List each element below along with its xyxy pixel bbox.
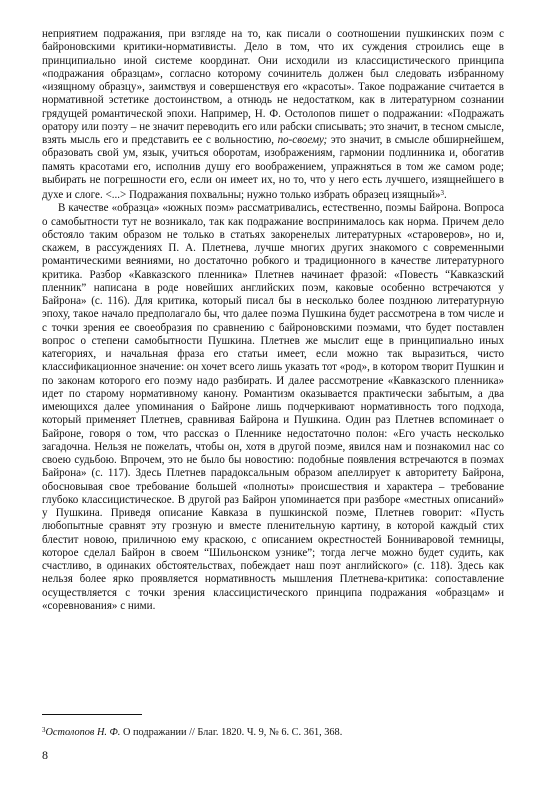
paragraph-1	[42, 28, 504, 202]
footnote-text: О подражании // Благ. 1820. Ч. 9, № 6. С. 361, 368.	[122, 727, 343, 738]
body-text	[42, 28, 504, 613]
footnote-ref: 3	[440, 189, 445, 197]
footnote	[42, 724, 504, 739]
footnote-marker: 3	[42, 726, 46, 734]
paragraph-1-end: .	[444, 189, 447, 201]
paragraph-1-start: неприятием подражания, при взгляде на то, как писали о соотношении пушкинских поэм с байроновскими критики-нормативисты. Дело в том, что их суждения строились еще в принципиально иной системе координат. Они исходили из классицистического принципа «подражания образцам», согласно которому сочинитель должен был следовать избранному «изящному образцу», заимствуя и совершенствуя его «красоты». Такое подражание считается в нормативной эстетике достоинством, а отнюдь не недостатком, как в литературном сознании грядущей романтической эпохи. Например, Н. Ф. Остолопов пишет о подражании: «Подражать оратору или поэту – не значит переводить его или рабски списывать; это значит, в тесном смысле, взять мысль его и представить ее с вольностию,	[42, 28, 504, 146]
footnote-author: Остолопов Н. Ф.	[45, 727, 121, 738]
paragraph-2: В качестве «образца» «южных поэм» рассматривались, естественно, поэмы Байрона. Вопроса о самобытности тут не возникало, так как подражание воспринималось как норма. Причем дело обстояло таким образом не только в статьях закоренелых литературных «староверов», но и, скажем, в рассуждениях П. А. Плетнева, лучше многих других знакомого с современными романтическими веяниями, но достаточно робкого и традиционного в качестве литературного критика. Разбор «Кавказского пленника» Плетнев начинает фразой: «Повесть “Кавказский пленник” написана в роде новейших английских поэм, каковые особенно встречаются у Байрона» (с. 116). Для критика, который писал бы в несколько более позднюю литературную эпоху, такое начало предполагало бы, что далее поэма Пушкина будет рассмотрена в том числе и с точки зрения ее своеобразия по сравнению с байроновскими поэмами, что будет поставлен вопрос о степени самобытности Пушкина. Плетнев же мыслит еще в принципиально иных категориях, и начальная фраза его статьи имеет, если можно так выразиться, чисто классификационное значение: он хочет всего лишь указать тот «род», в котором творит Пушкин и по законам которого его поэму надо разбирать. И далее рассмотрение «Кавказского пленника» идет по старому нормативному канону. Романтизм оказывается практически забытым, а два имеющихся далее упоминания о Байроне лишь подчеркивают нормативность того подхода, который применяет Плетнев, сравнивая Байрона и Пушкина. Один раз Плетнев вспоминает о Байроне, говоря о том, что рассказ о Пленнике недостаточно полон: «Его участь несколько загадочна. Нельзя не пожелать, чтобы он, хотя в другой поэме, явился нам и познакомил нас со своею судьбою. Впрочем, это не было бы новостию: подобные появления встречаются в поэмах Байрона» (с. 117). Здесь Плетнев парадоксальным образом апеллирует к авторитету Байрона, обосновывая свое требование большей «полноты» происшествия и характера – требование глубоко классицистическое. В другой раз Байрон упоминается при разборе «местных описаний» у Пушкина. Приведя описание Кавказа в пушкинской поэме, Плетнев говорит: «Пусть любопытные сравнят эту грозную и вместе пленительную картину, в которой каждый стих блестит новою, приличною ему краскою, с описанием окрестностей Бонниваровой темницы, которое сделал Байрон в своем “Шильонском узнике”; тогда легче можно будет судить, как счастливо, в одинаких обстоятельствах, побеждает наш поэт английского» (с. 118). Здесь как нельзя более ярко проявляется нормативность мышления Плетнева-критика: сопоставление осуществляется с точки зрения классицистического принципа подражания «образцам» и «соревнования» с ними.	[42, 202, 505, 612]
paragraph-1-italic: по-своему;	[277, 134, 328, 146]
paragraph-1-rest: это значит, в смысле обширнейшем, образовать свой ум, язык, учиться оборотам, изображениям, гармонии подлинника и, обогатив память красотами его, исполнив душу его воображением, упражняться в том же самом роде; выбирать не погрешности его, если он имеет их, но то, что у него есть лучшего, изящнейшего в духе и слоге. <...> Подражания похвальны; нужно только избрать образец изящный»	[42, 134, 504, 201]
page-number: 8	[42, 748, 48, 762]
footnote-divider	[42, 714, 142, 715]
